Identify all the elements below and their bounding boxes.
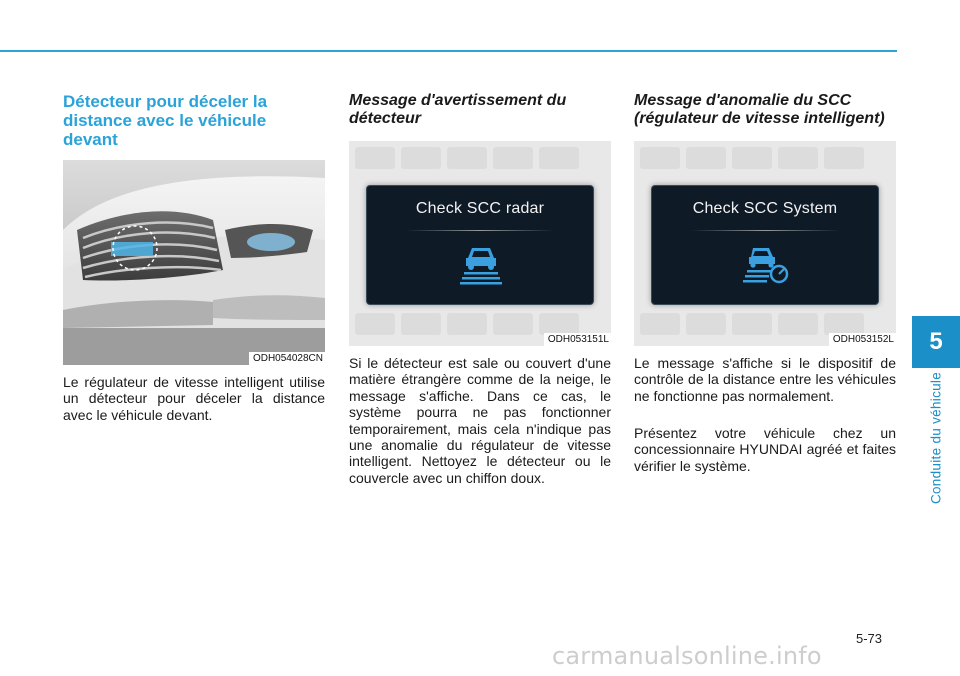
figure-code: ODH054028CN: [249, 352, 325, 365]
display-message: Check SCC System: [692, 200, 838, 217]
watermark: carmanualsonline.info: [552, 642, 822, 670]
section-warning-message: [349, 92, 611, 128]
page-number: 5-73: [856, 631, 883, 646]
chapter-number-tab: 5: [912, 316, 960, 368]
header-rule: [0, 50, 897, 52]
figure-cluster-radar: [349, 141, 611, 346]
figure-cluster-system: [634, 141, 896, 346]
section-sensor: [63, 92, 325, 149]
scc-system-icon: [743, 244, 789, 288]
display-divider: [405, 230, 555, 231]
body-text-malfunction-2: Présentez votre véhicule chez un concessionnaire HYUNDAI agréé et faites vérifier le système.: [634, 425, 896, 474]
cluster-display: [366, 185, 594, 305]
car-front-illustration: [63, 160, 325, 365]
display-message: Check SCC radar: [415, 200, 545, 217]
body-text-warning: Si le détecteur est sale ou couvert d'une matière étrangère comme de la neige, le message s'affiche. Dans ce cas, le système pourra ne pas fonctionner temporairement, mais cela n'indique pas une anomalie du régulateur de vitesse intelligent. Nettoyez le détecteur ou le couvercle avec un chiffon doux.: [349, 355, 611, 486]
section-malfunction-message: [634, 92, 896, 128]
body-text-sensor: Le régulateur de vitesse intelligent utilise un détecteur pour déceler la distance avec le véhicule devant.: [63, 374, 325, 423]
cluster-display: [651, 185, 879, 305]
body-text-malfunction-1: Le message s'affiche si le dispositif de contrôle de la distance entre les véhicules ne fonctionne pas normalement.: [634, 355, 896, 404]
figure-code: ODH053152L: [829, 333, 896, 346]
chapter-title: Conduite du véhicule: [928, 371, 944, 505]
figure-car-front: [63, 160, 325, 365]
section-heading-warning: Message d'avertissement du détecteur: [349, 92, 567, 127]
figure-code: ODH053151L: [544, 333, 611, 346]
display-divider: [690, 230, 840, 231]
radar-car-icon: [458, 244, 504, 288]
section-heading-malfunction: Message d'anomalie du SCC (régulateur de vitesse intelligent): [634, 92, 885, 127]
section-heading-sensor: Détecteur pour déceler la distance avec le véhicule devant: [63, 92, 268, 149]
